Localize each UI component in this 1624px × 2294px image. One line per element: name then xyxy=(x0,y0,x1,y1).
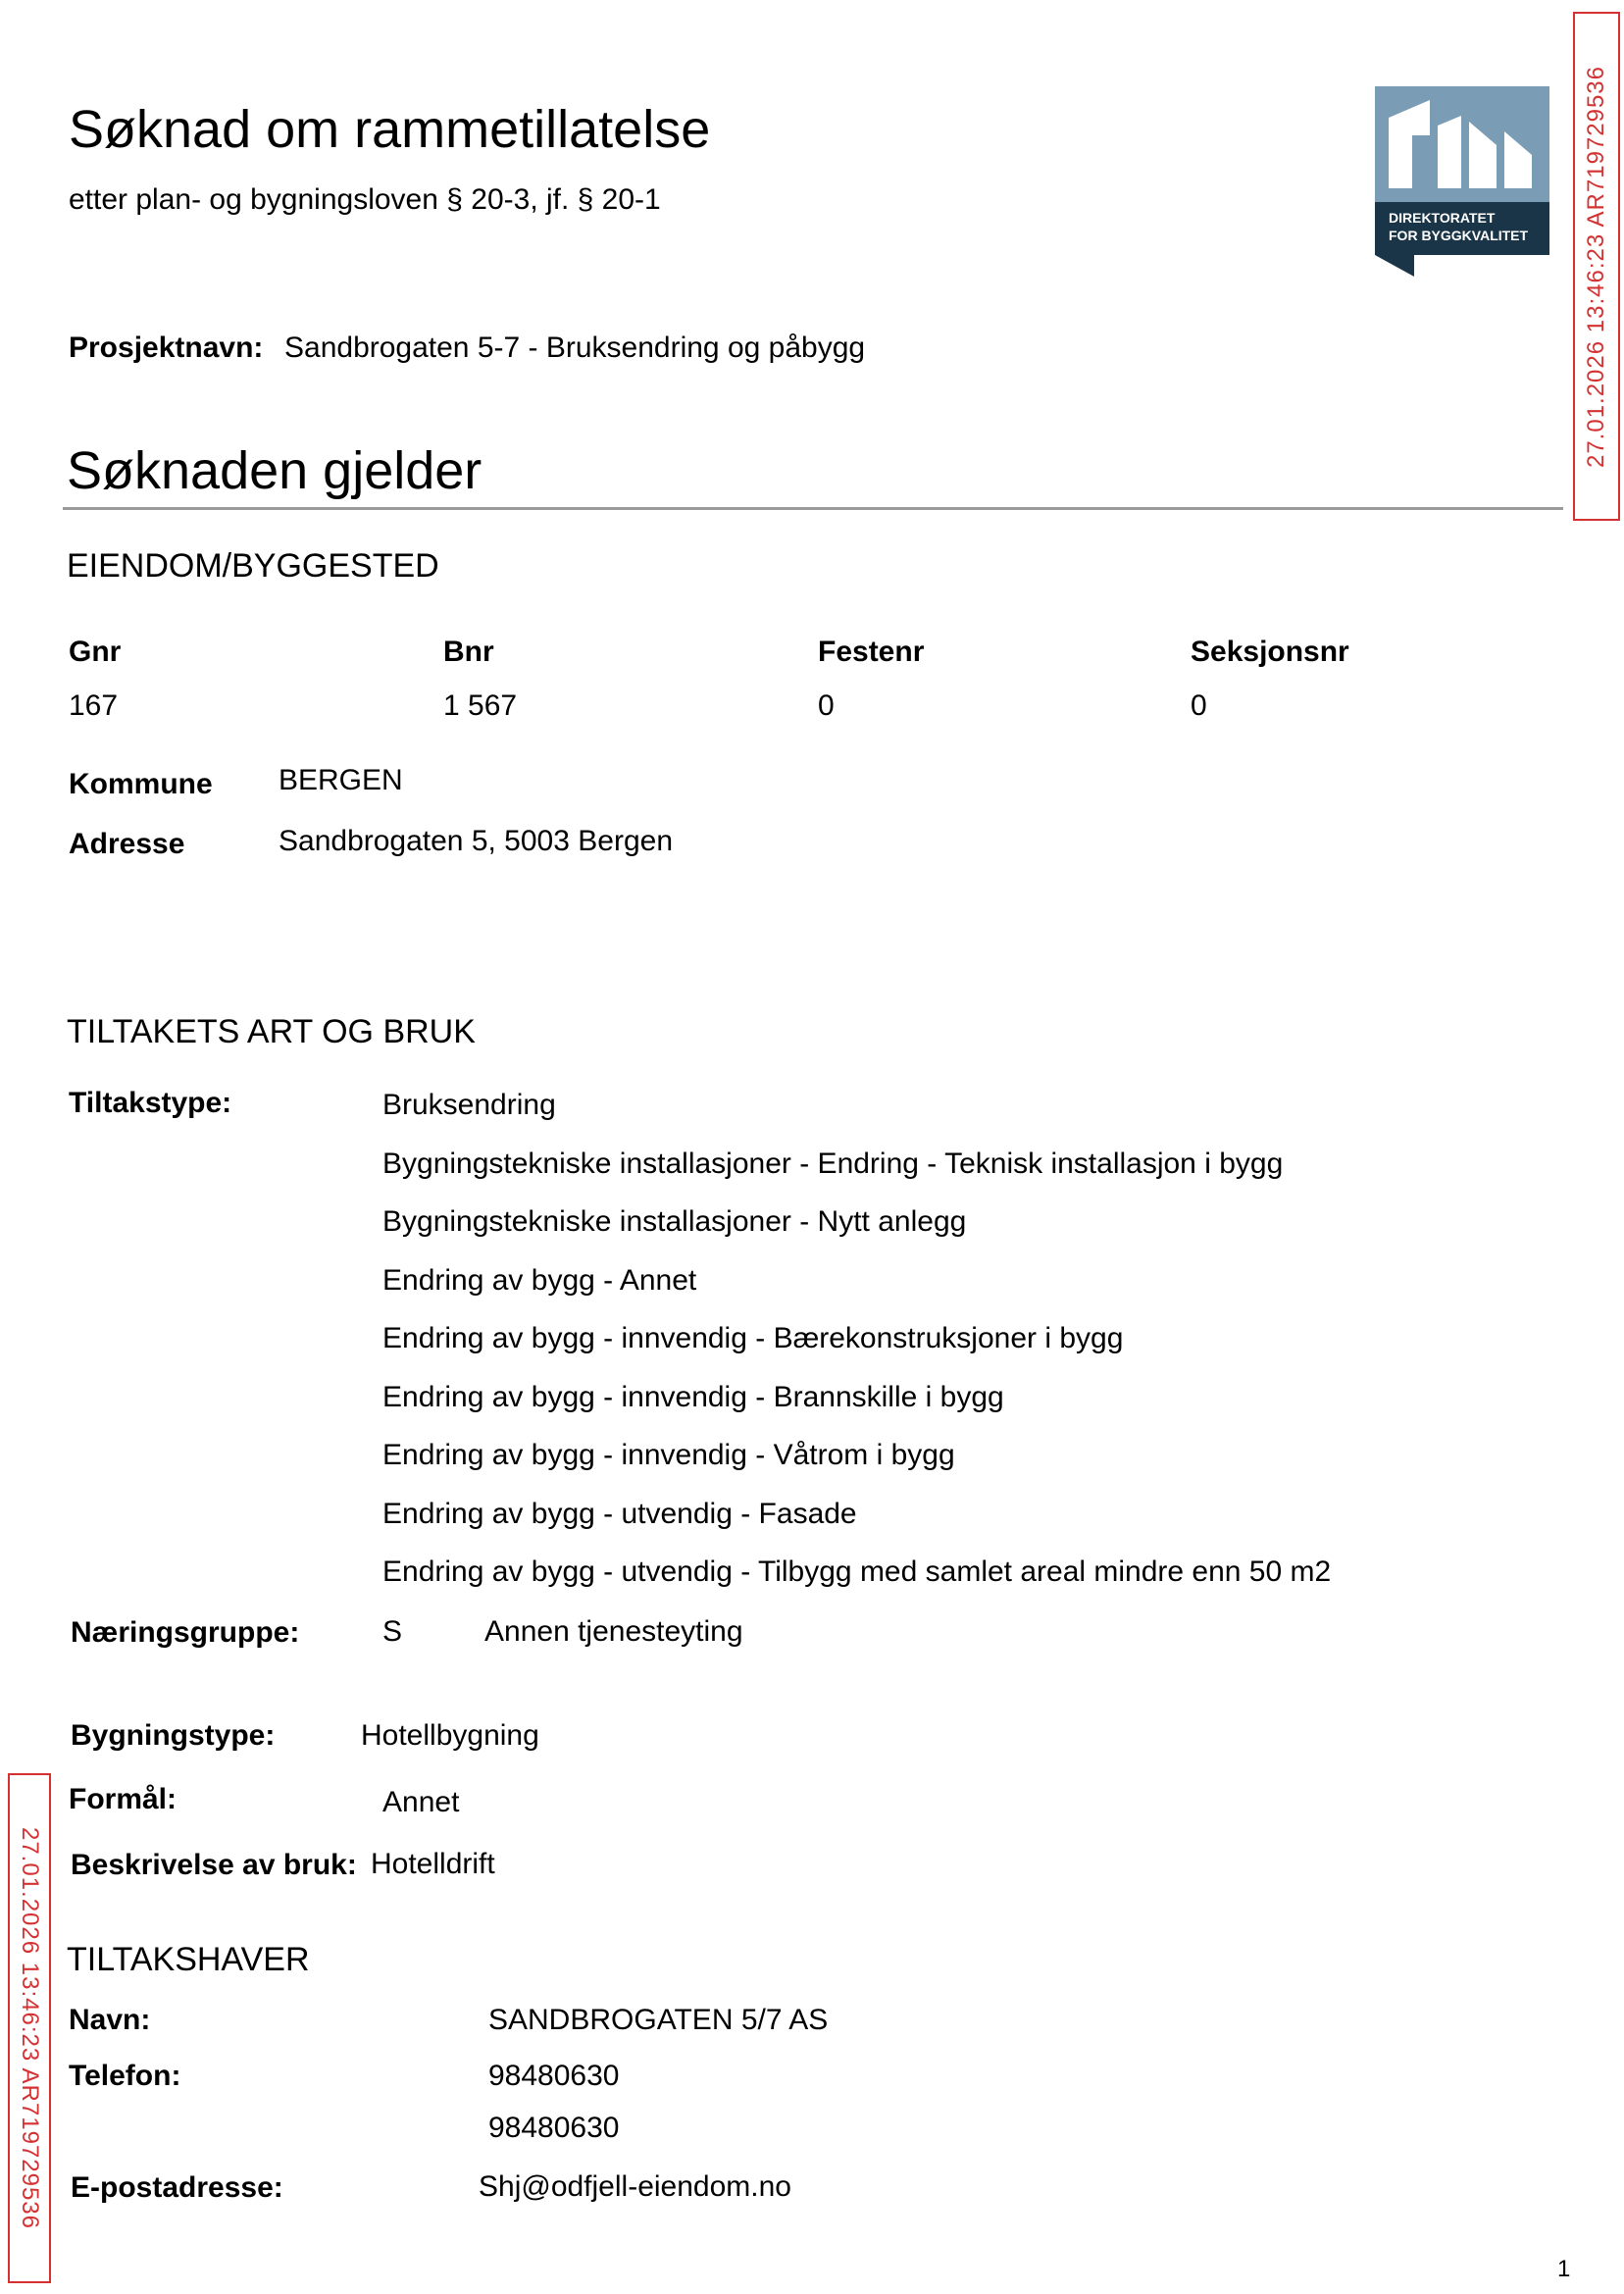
usage-label: Beskrivelse av bruk: xyxy=(71,1849,357,1881)
industry-code: S xyxy=(382,1615,403,1648)
project-type-item: Endring av bygg - utvendig - Fasade xyxy=(382,1498,857,1530)
page-number: 1 xyxy=(1557,2256,1571,2282)
project-type-item: Endring av bygg - innvendig - Våtrom i bygg xyxy=(382,1439,955,1471)
project-name-label: Prosjektnavn: xyxy=(69,331,264,364)
project-type-item: Endring av bygg - innvendig - Bærekonstruksjoner i bygg xyxy=(382,1322,1124,1354)
section-heading: Søknaden gjelder xyxy=(67,441,482,500)
gnr-value: 167 xyxy=(69,689,119,722)
municipality-label: Kommune xyxy=(69,768,213,800)
document-subtitle: etter plan- og bygningsloven § 20-3, jf. § 20-1 xyxy=(69,183,661,216)
building-type-value: Hotellbygning xyxy=(361,1719,539,1752)
project-type-item: Bygningstekniske installasjoner - Endring - Teknisk installasjon i bygg xyxy=(382,1147,1284,1180)
applicant-phone-label: Telefon: xyxy=(69,2060,181,2092)
project-type-label: Tiltakstype: xyxy=(69,1087,232,1119)
logo-text-line2: FOR BYGGKVALITET xyxy=(1389,228,1529,243)
project-name-value: Sandbrogaten 5-7 - Bruksendring og påbygg xyxy=(284,331,866,364)
project-type-item: Endring av bygg - innvendig - Brannskille i bygg xyxy=(382,1381,1004,1413)
applicant-email-label: E-postadresse: xyxy=(71,2171,283,2204)
industry-name: Annen tjenesteyting xyxy=(484,1615,743,1648)
municipality-value: BERGEN xyxy=(279,764,403,796)
logo-text-line1: DIREKTORATET xyxy=(1389,210,1496,226)
applicant-phone-value: 98480630 xyxy=(488,2060,620,2092)
property-section-title: EIENDOM/BYGGESTED xyxy=(67,547,439,585)
purpose-label: Formål: xyxy=(69,1783,178,1815)
stamp-text: 27.01.2026 13:46:23 AR719729536 xyxy=(1583,65,1609,468)
project-type-item: Endring av bygg - utvendig - Tilbygg med samlet areal mindre enn 50 m2 xyxy=(382,1555,1332,1588)
bnr-label: Bnr xyxy=(443,636,494,668)
document-title: Søknad om rammetillatelse xyxy=(69,100,711,159)
stamp-text: 27.01.2026 13:46:23 AR719729536 xyxy=(17,1826,43,2230)
project-type-item: Bruksendring xyxy=(382,1089,556,1121)
festenr-value: 0 xyxy=(818,689,835,722)
seksjonsnr-value: 0 xyxy=(1191,689,1207,722)
address-label: Adresse xyxy=(69,828,185,860)
dibk-logo xyxy=(1375,86,1549,277)
festenr-label: Festenr xyxy=(818,636,925,668)
timestamp-stamp-bottom xyxy=(8,1773,51,2283)
project-type-section-title: TILTAKETS ART OG BRUK xyxy=(67,1013,476,1050)
applicant-name-label: Navn: xyxy=(69,2004,151,2036)
applicant-name-value: SANDBROGATEN 5/7 AS xyxy=(488,2004,829,2036)
applicant-phone-value-2: 98480630 xyxy=(488,2112,620,2144)
purpose-value: Annet xyxy=(382,1786,460,1818)
project-type-item: Endring av bygg - Annet xyxy=(382,1264,697,1297)
timestamp-stamp-top xyxy=(1573,12,1620,521)
applicant-section-title: TILTAKSHAVER xyxy=(67,1941,310,1978)
project-type-item: Bygningstekniske installasjoner - Nytt anlegg xyxy=(382,1205,967,1238)
building-type-label: Bygningstype: xyxy=(71,1719,276,1752)
industry-label: Næringsgruppe: xyxy=(71,1616,300,1649)
heading-divider xyxy=(63,507,1563,510)
address-value: Sandbrogaten 5, 5003 Bergen xyxy=(279,825,673,857)
seksjonsnr-label: Seksjonsnr xyxy=(1191,636,1349,668)
usage-value: Hotelldrift xyxy=(371,1848,495,1880)
gnr-label: Gnr xyxy=(69,636,122,668)
applicant-email-value: Shj@odfjell-eiendom.no xyxy=(479,2170,791,2203)
bnr-value: 1 567 xyxy=(443,689,518,722)
